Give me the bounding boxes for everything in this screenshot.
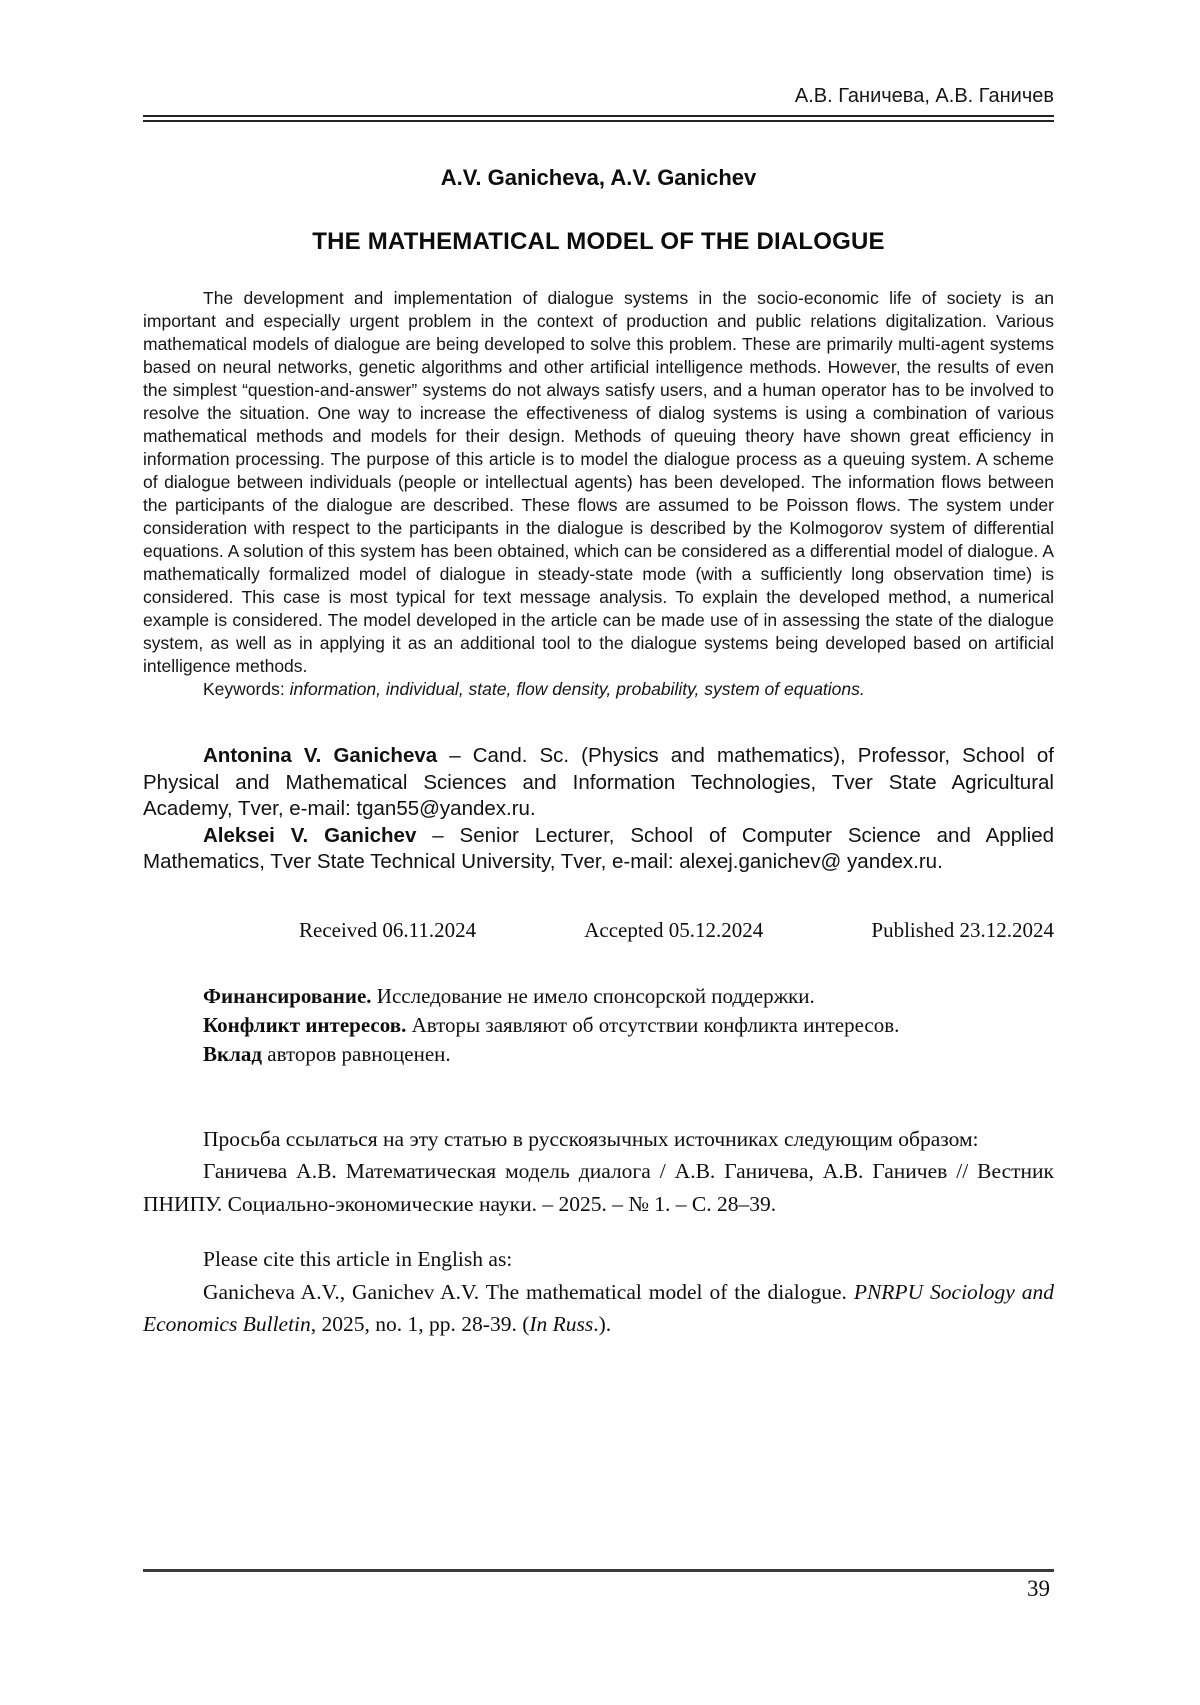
keywords-label: Keywords: <box>203 679 290 699</box>
abstract-text: The development and implementation of dialogue systems in the socio-economic life of society is an important and especially urgent problem in the context of production and public relations digitalization. Various mathematical models of dialogue are being developed to solve this problem. These are primarily multi-agent systems based on neural networks, genetic algorithms and other artificial intelligence methods. However, the results of even the simplest “question-and-answer” systems do not always satisfy users, and a human operator has to be involved to resolve the situation. One way to increase the effectiveness of dialog systems is using a combination of various mathematical methods and models for their design. Methods of queuing theory have shown great efficiency in information processing. The purpose of this article is to model the dialogue process as a queuing system. A scheme of dialogue between individuals (people or intellectual agents) has been developed. The information flows between the participants of the dialogue are described. These flows are assumed to be Poisson flows. The system under consideration with respect to the participants in the dialogue is described by the Kolmogorov system of differential equations. A solution of this system has been obtained, which can be considered as a differential model of dialogue. A mathematically formalized model of dialogue in steady-state mode (with a sufficiently long observation time) is considered. This case is most typical for text message analysis. To explain the developed method, a numerical example is considered. The model developed in the article can be made use of in assessing the state of the dialogue system, as well as in applying it as an additional tool to the dialogue systems being developed based on artificial intelligence methods. <box>143 288 1054 676</box>
bio-antonina-text: – Cand. Sc. (Physics and mathematics), Professor, School of Physical and Mathematical Sciences and Information Technologies, Tver State Agricultural Academy, Tver, e-mail: tgan55@yandex.ru. <box>143 744 1055 820</box>
footer-rule <box>143 1569 1054 1572</box>
conflict-label: Конфликт интересов. <box>203 1012 407 1037</box>
citation-en-journal: PNRPU Sociology and Economics Bulletin <box>143 1279 1054 1336</box>
citation-ru-intro: Просьба ссылаться на эту статью в русскоязычных источниках следующим образом: <box>203 1126 979 1151</box>
article-dates <box>143 918 1054 942</box>
citation-en-part3: .). <box>593 1312 612 1336</box>
bio-aleksei-text: – Senior Lecturer, School of Computer Science and Applied Mathematics, Tver State Technical University, Tver, e-mail: alexej.ganichev@ yandex.ru. <box>143 823 1055 873</box>
citation-en-reference <box>143 1276 1054 1341</box>
citation-english <box>143 1243 1054 1341</box>
citation-en-inruss: In Russ <box>529 1312 594 1336</box>
funding-statement <box>143 982 1054 1011</box>
citation-ru-reference: Ганичева А.В. Математическая модель диалога / А.В. Ганичева, А.В. Ганичев // Вестник ПНИПУ. Социально-экономические науки. – 2025. – № 1. – С. 28–39. <box>143 1159 1054 1216</box>
authors-line: A.V. Ganicheva, A.V. Ganichev <box>440 165 757 190</box>
funding-label: Финансирование. <box>203 983 372 1008</box>
citation-russian <box>143 1123 1054 1221</box>
citation-en-intro: Please cite this article in English as: <box>203 1247 513 1271</box>
running-head: А.В. Ганичева, А.В. Ганичев <box>794 85 1054 107</box>
date-accepted: Accepted 05.12.2024 <box>584 917 764 942</box>
date-published: Published 23.12.2024 <box>871 917 1054 942</box>
bio-aleksei-name: Aleksei V. Ganichev <box>203 823 417 847</box>
conflict-statement <box>143 1011 1054 1040</box>
header-double-rule <box>143 115 1054 122</box>
bio-antonina <box>143 743 1054 823</box>
page-number: 39 <box>1027 1576 1050 1601</box>
contribution-text: авторов равноценен. <box>262 1041 451 1066</box>
citation-en-part1: Ganicheva A.V., Ganichev A.V. The mathematical model of the dialogue. <box>203 1279 854 1304</box>
bio-antonina-name: Antonina V. Ganicheva <box>203 744 438 767</box>
article-title: THE MATHEMATICAL MODEL OF THE DIALOGUE <box>312 228 885 255</box>
citation-en-part2: , 2025, no. 1, pp. 28-39. ( <box>310 1312 530 1336</box>
date-received: Received 06.11.2024 <box>299 917 477 942</box>
keywords-list: information, individual, state, flow density, probability, system of equations. <box>289 679 865 699</box>
funding-text: Исследование не имело спонсорской поддержки. <box>371 983 815 1008</box>
funding-block <box>143 982 1054 1069</box>
abstract-block <box>143 287 1054 701</box>
contribution-statement <box>143 1040 1054 1069</box>
keywords-line <box>143 678 1054 701</box>
conflict-text: Авторы заявляют об отсутствии конфликта интересов. <box>406 1012 900 1037</box>
bio-aleksei <box>143 823 1054 876</box>
contribution-label: Вклад <box>203 1041 263 1066</box>
author-bios <box>143 743 1054 876</box>
